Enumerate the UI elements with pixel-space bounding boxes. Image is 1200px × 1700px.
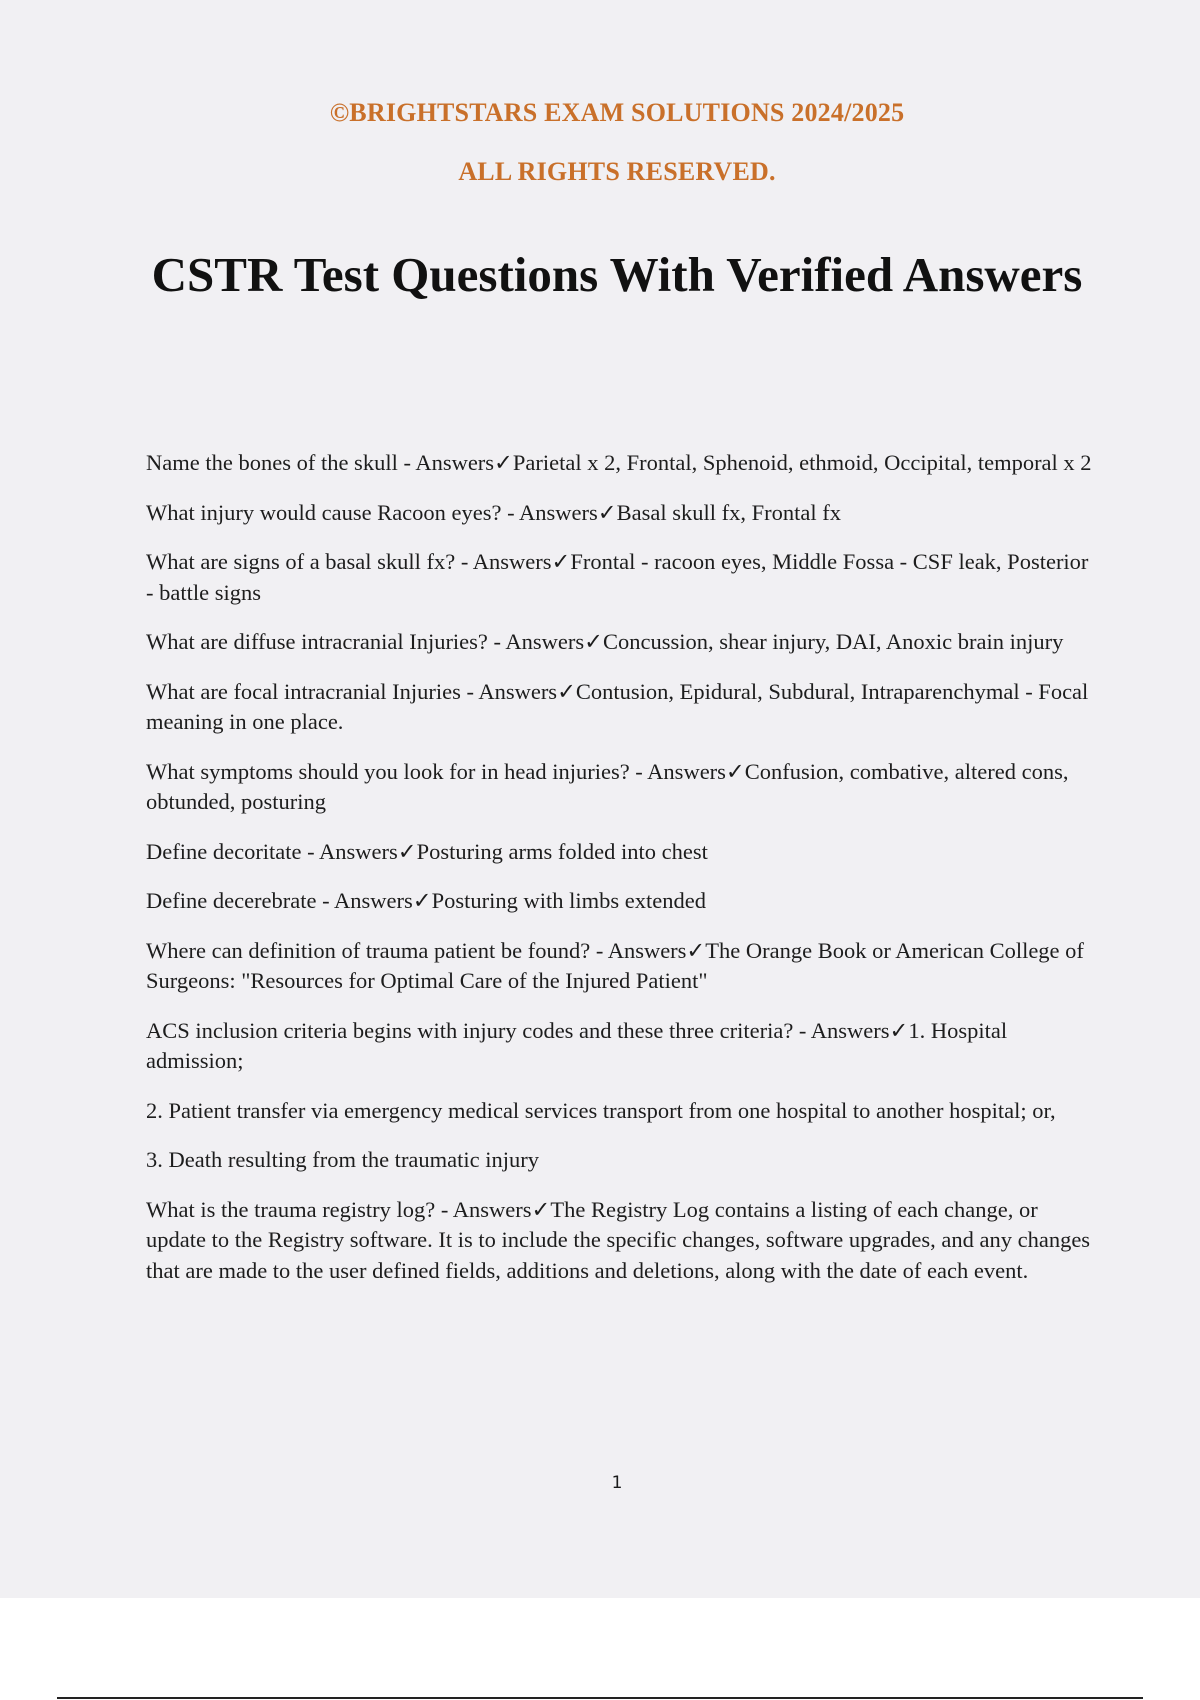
qa-item: Where can definition of trauma patient be found? - Answers✓The Orange Book or American College of Surgeons: "Resources for Optimal Care of the Injured Patient" <box>146 937 1084 993</box>
qa-item: What are diffuse intracranial Injuries? - Answers✓Concussion, shear injury, DAI, Anoxic brain injury <box>146 629 1064 654</box>
qa-item: Name the bones of the skull - Answers✓Parietal x 2, Frontal, Sphenoid, ethmoid, Occipital, temporal x 2 <box>146 450 1092 475</box>
qa-item: What are focal intracranial Injuries - Answers✓Contusion, Epidural, Subdural, Intraparenchymal - Focal meaning in one place. <box>146 678 1089 734</box>
qa-item: ACS inclusion criteria begins with injury codes and these three criteria? - Answers✓1. Hospital admission; <box>146 1017 1008 1073</box>
qa-item: What are signs of a basal skull fx? - Answers✓Frontal - racoon eyes, Middle Fossa - CSF leak, Posterior - battle signs <box>146 549 1089 605</box>
document-title: CSTR Test Questions With Verified Answers <box>151 247 1083 302</box>
qa-item: Define decoritate - Answers✓Posturing arms folded into chest <box>146 838 708 864</box>
copyright-header: ©BRIGHTSTARS EXAM SOLUTIONS 2024/2025 <box>329 98 905 127</box>
qa-item: What injury would cause Racoon eyes? - Answers✓Basal skull fx, Frontal fx <box>146 499 841 525</box>
rights-reserved-header: ALL RIGHTS RESERVED. <box>458 157 776 186</box>
qa-item: 3. Death resulting from the traumatic injury <box>146 1147 540 1172</box>
bottom-divider <box>57 1697 1143 1699</box>
qa-item: What is the trauma registry log? - Answers✓The Registry Log contains a listing of each change, or update to the Registry software. It is to include the specific changes, software upgrades, and any changes that are made to the user defined fields, additions and deletions, along with the date of each event. <box>146 1196 1091 1283</box>
qa-list <box>146 448 1094 1305</box>
qa-item: Define decerebrate - Answers✓Posturing with limbs extended <box>146 888 706 913</box>
page-number: 1 <box>611 1473 623 1493</box>
qa-item: What symptoms should you look for in head injuries? - Answers✓Confusion, combative, altered cons, obtunded, posturing <box>146 758 1069 814</box>
qa-item: 2. Patient transfer via emergency medical services transport from one hospital to another hospital; or, <box>146 1097 1056 1123</box>
